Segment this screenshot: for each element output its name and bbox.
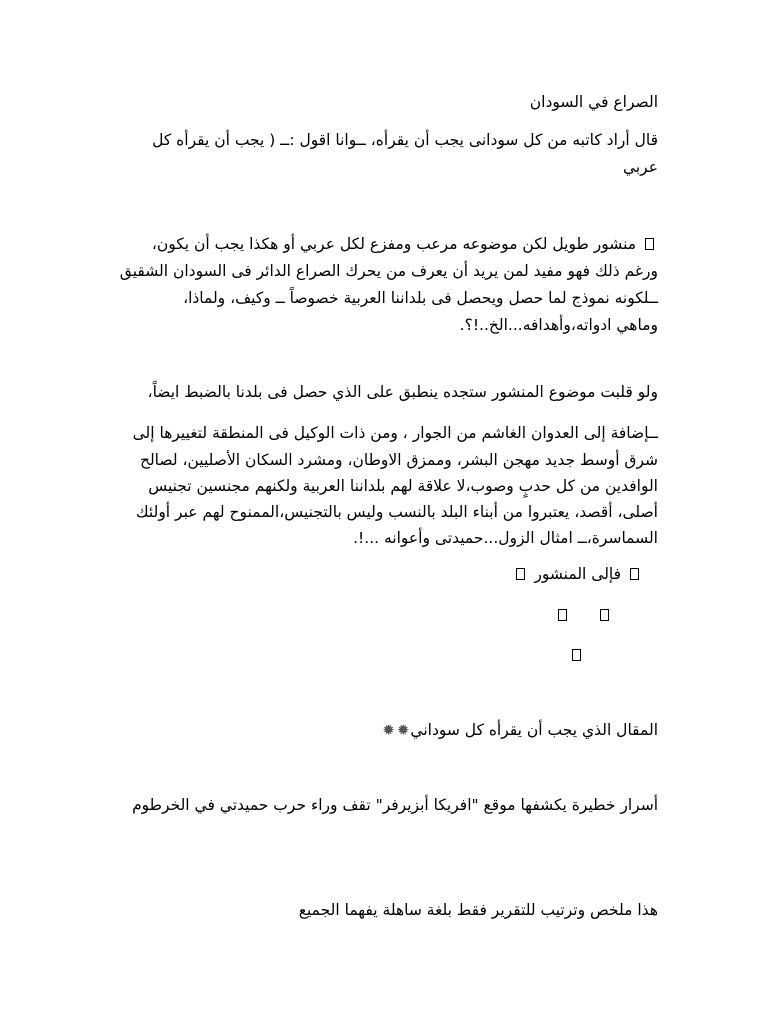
secrets-line: أسرار خطيرة يكشفها موقع "افريكا أبزيرفر" تقف وراء حرب حميدتي في الخرطوم xyxy=(132,796,658,814)
placeholder-box-icon xyxy=(630,568,639,580)
placeholder-box-icon xyxy=(572,649,581,661)
paragraph1-line-1 xyxy=(152,232,658,256)
paragraph1-line-2: ورغم ذلك فهو مفيد لمن يريد أن يعرف من يحرك الصراع الدائر فى السودان الشقيق xyxy=(119,262,658,280)
paragraph1-line-3: ــلكونه نموذج لما حصل ويحصل فى بلداننا العربية خصوصاً ــ وكيف، ولماذا، xyxy=(183,289,658,307)
paragraph2-line-1: ولو قلبت موضوع المنشور ستجده ينطبق على الذي حصل فى بلدنا بالضبط ايضاً، xyxy=(147,383,658,401)
summary-line: هذا ملخص وترتيب للتقرير فقط بلغة ساهلة يفهما الجميع xyxy=(298,901,658,919)
paragraph2-line-3: شرق أوسط جديد مهجن البشر، وممزق الاوطان، ومشرد السكان الأصليين، لصالح xyxy=(139,451,658,469)
to-post-text: فإلى المنشور xyxy=(534,565,622,583)
to-post-line xyxy=(512,562,643,586)
paragraph2-line-4: الوافدين من كل حدبٍ وصوب،لا علاقة لهم بلداننا العربية ولكنهم مجنسين تجنيس xyxy=(148,477,658,495)
paragraph2-line-6: السماسرة،ــ امثال الزول...حميدتى وأعوانه ...!. xyxy=(353,529,658,547)
article-heading-text: المقال الذي يجب أن يقرأه كل سوداني xyxy=(410,721,658,739)
placeholder-box-icon xyxy=(645,238,654,250)
document-title: الصراع في السودان xyxy=(529,93,658,111)
placeholder-box-icon xyxy=(600,609,609,621)
paragraph2-line-5: أصلى، أقصد، يعتبروا من أبناء البلد بالنسب وليس بالتجنيس،الممنوح لهم عبر أولئك xyxy=(135,503,658,521)
paragraph2-line-2: ــإضافة إلى العدوان الغاشم من الجوار ، ومن ذات الوكيل فى المنطقة لتغييرها إلى xyxy=(132,424,658,442)
paragraph1-line-4: وماهي ادواته،وأهدافه...الخ..!؟. xyxy=(459,316,658,334)
article-heading-line xyxy=(381,718,658,742)
intro-line-1: قال أراد كاتبه من كل سودانى يجب أن يقرأه، ــوانا اقول :ــ ( يجب أن يقرأه كل xyxy=(152,131,658,149)
placeholder-box-icon xyxy=(516,568,525,580)
placeholder-box-row-1 xyxy=(554,605,613,624)
sparkle-burst-icon: ✹ xyxy=(382,721,395,739)
sparkle-burst-icon: ✹ xyxy=(396,721,410,739)
intro-line-2: عربي xyxy=(622,158,658,176)
placeholder-box-icon xyxy=(558,609,567,621)
placeholder-box-row-2 xyxy=(568,645,585,664)
paragraph1-text-1: منشور طويل لكن موضوعه مرعب ومفزع لكل عربي أو هكذا يجب أن يكون، xyxy=(151,235,637,253)
